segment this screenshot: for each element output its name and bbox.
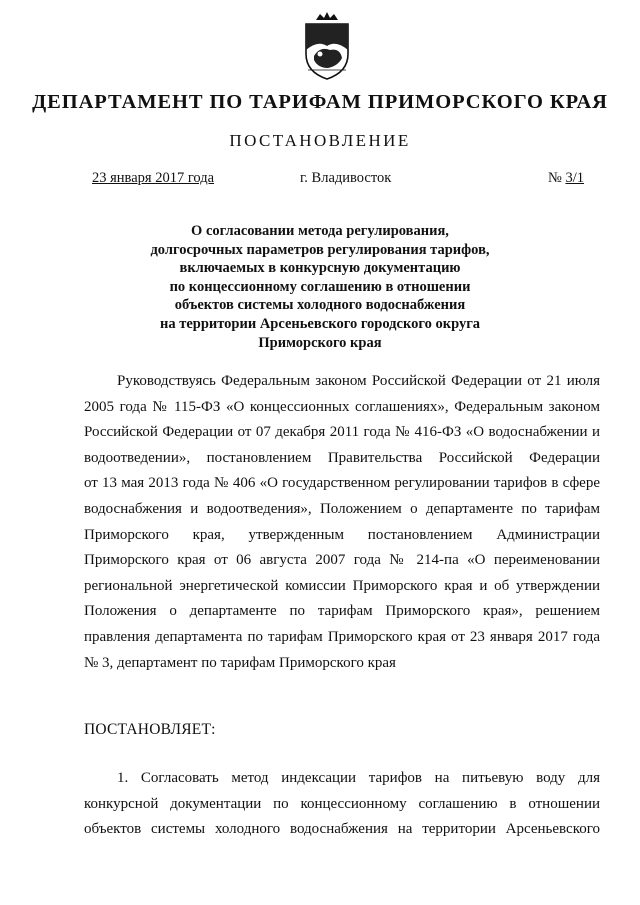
preamble-line: Российской Федерации от 07 декабря 2011 года № 416-ФЗ «О водоснабжении и bbox=[84, 424, 600, 441]
department-name: ДЕПАРТАМЕНТ ПО ТАРИФАМ ПРИМОРСКОГО КРАЯ bbox=[32, 91, 608, 113]
preamble-line: от 13 мая 2013 года № 406 «О государственном регулировании тарифов в сфере bbox=[84, 475, 600, 492]
document-title bbox=[0, 222, 640, 352]
item-line: 1. Согласовать метод индексации тарифов на питьевую воду для bbox=[117, 770, 600, 786]
primorsky-krai-coat-of-arms bbox=[300, 10, 354, 82]
document-date: 23 января 2017 года bbox=[92, 170, 215, 186]
preamble-line: № 3, департамент по тарифам Приморского края bbox=[84, 654, 396, 671]
item-1-paragraph bbox=[84, 766, 600, 843]
title-line: О согласовании метода регулирования, bbox=[191, 223, 449, 239]
preamble-line: Приморского края от 06 августа 2007 года № 214-па «О переименовании bbox=[84, 552, 600, 569]
item-line: конкурсной документации по концессионному соглашению в отношении bbox=[84, 795, 600, 812]
preamble-line: Приморского края, утвержденным постановлением Администрации bbox=[84, 526, 600, 543]
preamble-line: водоотведении», постановлением Правительства Российской Федерации bbox=[84, 449, 600, 466]
item-line: объектов системы холодного водоснабжения на территории Арсеньевского bbox=[84, 821, 600, 838]
title-line: по концессионному соглашению в отношении bbox=[169, 278, 471, 295]
title-line: включаемых в конкурсную документацию bbox=[179, 260, 461, 277]
number-prefix: № bbox=[548, 170, 566, 186]
title-line: на территории Арсеньевского городского округа bbox=[159, 315, 481, 332]
number-value: 3/1 bbox=[565, 170, 584, 186]
resolve-label: ПОСТАНОВЛЯЕТ: bbox=[84, 721, 216, 738]
preamble-paragraph bbox=[84, 369, 600, 676]
preamble-line: правления департамента по тарифам Приморского края от 23 января 2017 года bbox=[84, 628, 600, 645]
preamble-line: 2005 года № 115-ФЗ «О концессионных соглашениях», Федеральным законом bbox=[84, 398, 600, 415]
title-line: долгосрочных параметров регулирования тарифов, bbox=[150, 241, 490, 258]
preamble-line: водоснабжения и водоотведения», Положением о департаменте по тарифам bbox=[84, 500, 600, 517]
preamble-line: региональной энергетической комиссии Приморского края и об утверждении bbox=[84, 577, 600, 594]
title-line: Приморского края bbox=[258, 334, 382, 351]
document-type: ПОСТАНОВЛЕНИЕ bbox=[229, 131, 411, 150]
document-city: г. Владивосток bbox=[300, 170, 392, 186]
document-number bbox=[548, 170, 584, 187]
title-line: объектов системы холодного водоснабжения bbox=[174, 297, 466, 314]
preamble-line: Руководствуясь Федеральным законом Российской Федерации от 21 июля bbox=[117, 373, 600, 389]
preamble-line: Положения о департаменте по тарифам Приморского края», решением bbox=[84, 603, 600, 620]
